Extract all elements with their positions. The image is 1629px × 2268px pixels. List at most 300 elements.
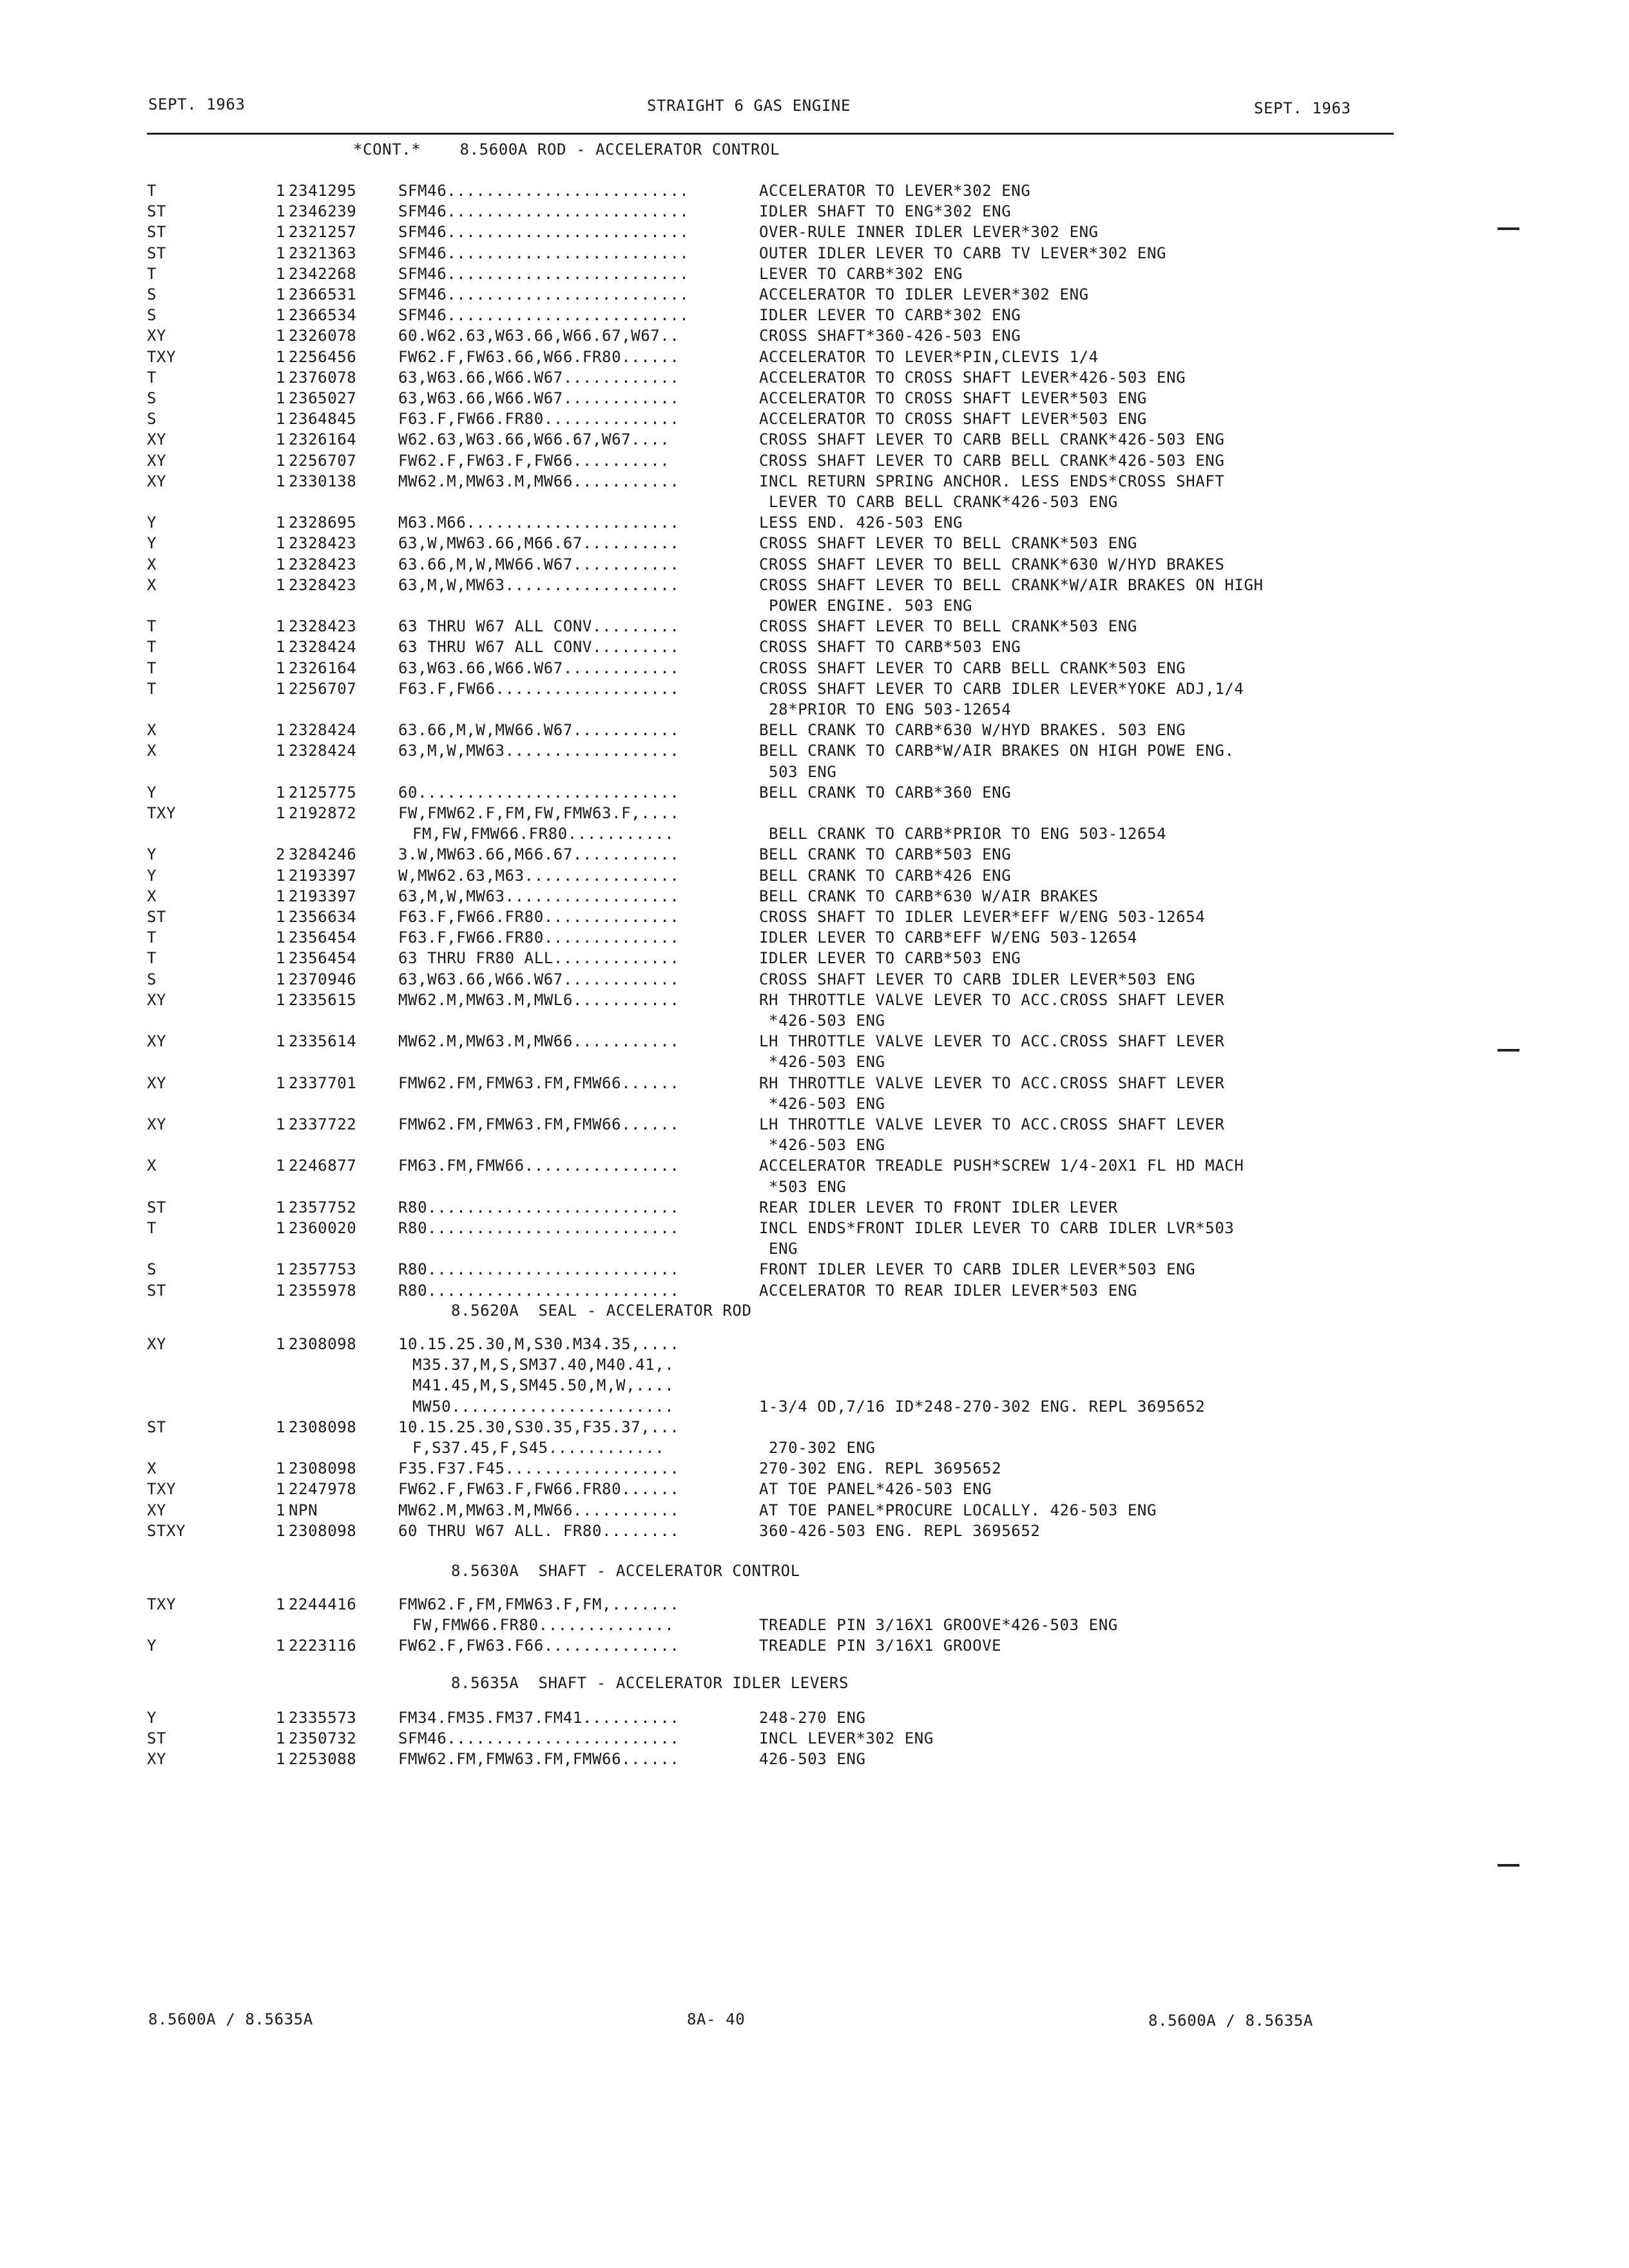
part-number: 2246877 <box>289 1157 357 1175</box>
model-code: T <box>147 928 157 947</box>
model-code: X <box>147 1157 157 1175</box>
part-description: CROSS SHAFT LEVER TO BELL CRANK*503 ENG <box>759 617 1137 635</box>
model-code: Y <box>147 867 157 885</box>
quantity: 1 <box>276 1480 286 1498</box>
model-code: Y <box>147 845 157 863</box>
quantity: 1 <box>276 1595 286 1613</box>
application-models: MW62.M,MW63.M,MW66........... <box>398 1501 680 1519</box>
part-description: AT TOE PANEL*426-503 ENG <box>759 1480 992 1498</box>
part-number: 2360020 <box>289 1219 357 1237</box>
part-number: 2308098 <box>289 1459 357 1477</box>
application-models: SFM46......................... <box>398 182 689 200</box>
application-models: FMW62.F,FM,FMW63.F,FM,....... <box>398 1595 680 1613</box>
application-models: FMW62.FM,FMW63.FM,FMW66...... <box>398 1750 680 1768</box>
application-models: 63,M,W,MW63.................. <box>398 576 680 594</box>
part-number: 2308098 <box>289 1335 357 1353</box>
part-description: 503 ENG <box>759 763 837 781</box>
part-number: 2341295 <box>289 182 357 200</box>
part-number: 2326164 <box>289 659 357 677</box>
quantity: 1 <box>276 721 286 739</box>
quantity: 1 <box>276 1074 286 1092</box>
model-code: ST <box>147 244 167 262</box>
part-description: IDLER LEVER TO CARB*EFF W/ENG 503-12654 <box>759 928 1137 947</box>
part-number: 2328423 <box>289 555 357 573</box>
part-number: 2356454 <box>289 928 357 947</box>
model-code: XY <box>147 327 167 345</box>
part-number: 2335614 <box>289 1032 357 1050</box>
header-rule <box>147 133 1394 135</box>
part-number: 2328424 <box>289 638 357 656</box>
model-code: XY <box>147 1074 167 1092</box>
application-models: 10.15.25.30,M,S30.M34.35,.... <box>398 1335 680 1353</box>
quantity: 1 <box>276 783 286 802</box>
part-description: LH THROTTLE VALVE LEVER TO ACC.CROSS SHAFT LEVER <box>759 1032 1225 1050</box>
model-code: TXY <box>147 1595 177 1613</box>
model-code: XY <box>147 1750 167 1768</box>
part-number: 2346239 <box>289 202 357 220</box>
model-code: X <box>147 555 157 573</box>
part-description: FRONT IDLER LEVER TO CARB IDLER LEVER*503 ENG <box>759 1260 1196 1278</box>
application-models: FM,FW,FMW66.FR80........... <box>412 825 675 843</box>
application-models: 63.66,M,W,MW66.W67........... <box>398 721 680 739</box>
model-code: T <box>147 659 157 677</box>
quantity: 1 <box>276 514 286 532</box>
part-description: RH THROTTLE VALVE LEVER TO ACC.CROSS SHAFT LEVER <box>759 1074 1225 1092</box>
part-number: 2125775 <box>289 783 357 802</box>
part-description: ACCELERATOR TO LEVER*302 ENG <box>759 182 1031 200</box>
model-code: TXY <box>147 804 177 822</box>
part-description: REAR IDLER LEVER TO FRONT IDLER LEVER <box>759 1198 1118 1216</box>
part-number: 2335573 <box>289 1709 357 1727</box>
application-models: FW,FMW62.F,FM,FW,FMW63.F,.... <box>398 804 680 822</box>
quantity: 1 <box>276 1750 286 1768</box>
margin-mark <box>1498 1864 1519 1867</box>
part-description: CROSS SHAFT LEVER TO BELL CRANK*630 W/HYD BRAKES <box>759 555 1225 573</box>
quantity: 1 <box>276 1637 286 1655</box>
application-models: 63,M,W,MW63.................. <box>398 887 680 905</box>
model-code: XY <box>147 1115 167 1133</box>
model-code: XY <box>147 452 167 470</box>
part-number: 2364845 <box>289 410 357 428</box>
part-description: CROSS SHAFT LEVER TO CARB IDLER LEVER*503 ENG <box>759 970 1196 988</box>
quantity: 1 <box>276 534 286 552</box>
quantity: 1 <box>276 285 286 303</box>
part-number: 2350732 <box>289 1729 357 1747</box>
model-code: S <box>147 389 157 407</box>
application-models: FW62.F,FW63.F66.............. <box>398 1637 680 1655</box>
model-code: XY <box>147 472 167 490</box>
part-number: 2357752 <box>289 1198 357 1216</box>
quantity: 1 <box>276 1418 286 1436</box>
part-description: BELL CRANK TO CARB*426 ENG <box>759 867 1012 885</box>
model-code: T <box>147 1219 157 1237</box>
part-number: 2356454 <box>289 949 357 967</box>
application-models: 60.W62.63,W63.66,W66.67,W67.. <box>398 327 680 345</box>
section-heading: 8.5620A SEAL - ACCELERATOR ROD <box>451 1302 752 1320</box>
model-code: Y <box>147 1709 157 1727</box>
part-description: CROSS SHAFT LEVER TO BELL CRANK*503 ENG <box>759 534 1137 552</box>
part-description: OVER-RULE INNER IDLER LEVER*302 ENG <box>759 223 1099 241</box>
application-models: MW62.M,MW63.M,MW66........... <box>398 1032 680 1050</box>
part-description: *503 ENG <box>759 1178 847 1196</box>
model-code: S <box>147 285 157 303</box>
model-code: ST <box>147 1198 167 1216</box>
model-code: T <box>147 949 157 967</box>
part-description: CROSS SHAFT TO CARB*503 ENG <box>759 638 1021 656</box>
application-models: 63,M,W,MW63.................. <box>398 742 680 760</box>
application-models: MW62.M,MW63.M,MW66........... <box>398 472 680 490</box>
part-number: 2256707 <box>289 680 357 698</box>
part-number: 2321257 <box>289 223 357 241</box>
part-number: 3284246 <box>289 845 357 863</box>
part-number: 2342268 <box>289 265 357 283</box>
part-description: BELL CRANK TO CARB*503 ENG <box>759 845 1012 863</box>
quantity: 1 <box>276 638 286 656</box>
part-description: CROSS SHAFT LEVER TO CARB BELL CRANK*426-503 ENG <box>759 430 1225 448</box>
part-description: LEVER TO CARB BELL CRANK*426-503 ENG <box>759 493 1118 511</box>
part-number: 2376078 <box>289 369 357 387</box>
part-description: RH THROTTLE VALVE LEVER TO ACC.CROSS SHAFT LEVER <box>759 991 1225 1009</box>
quantity: 1 <box>276 1219 286 1237</box>
part-number: 2370946 <box>289 970 357 988</box>
part-number: 2223116 <box>289 1637 357 1655</box>
part-description: ACCELERATOR TO CROSS SHAFT LEVER*426-503 ENG <box>759 369 1186 387</box>
model-code: T <box>147 265 157 283</box>
part-description: INCL RETURN SPRING ANCHOR. LESS ENDS*CROSS SHAFT <box>759 472 1225 490</box>
quantity: 1 <box>276 887 286 905</box>
page-number: 8A- 40 <box>687 2010 746 2028</box>
quantity: 1 <box>276 617 286 635</box>
application-models: F63.F,FW66.FR80.............. <box>398 410 680 428</box>
part-description: INCL LEVER*302 ENG <box>759 1729 934 1747</box>
model-code: Y <box>147 514 157 532</box>
part-description: ACCELERATOR TO CROSS SHAFT LEVER*503 ENG <box>759 410 1147 428</box>
quantity: 1 <box>276 1501 286 1519</box>
model-code: T <box>147 680 157 698</box>
model-code: S <box>147 410 157 428</box>
quantity: 1 <box>276 949 286 967</box>
model-code: ST <box>147 1282 167 1300</box>
part-number: 2355978 <box>289 1282 357 1300</box>
quantity: 1 <box>276 1459 286 1477</box>
footer-right: 8.5600A / 8.5635A <box>1148 2012 1313 2030</box>
quantity: 1 <box>276 1115 286 1133</box>
part-description: POWER ENGINE. 503 ENG <box>759 597 973 615</box>
part-description: CROSS SHAFT TO IDLER LEVER*EFF W/ENG 503-12654 <box>759 908 1206 926</box>
quantity: 1 <box>276 1157 286 1175</box>
section-heading: 8.5630A SHAFT - ACCELERATOR CONTROL <box>451 1562 800 1580</box>
application-models: 63.66,M,W,MW66.W67........... <box>398 555 680 573</box>
model-code: ST <box>147 1729 167 1747</box>
part-description: ACCELERATOR TREADLE PUSH*SCREW 1/4-20X1 FL HD MACH <box>759 1157 1244 1175</box>
model-code: XY <box>147 430 167 448</box>
part-description: TREADLE PIN 3/16X1 GROOVE <box>759 1637 1002 1655</box>
application-models: SFM46......................... <box>398 285 689 303</box>
part-description: *426-503 ENG <box>759 1095 885 1113</box>
part-description: BELL CRANK TO CARB*630 W/HYD BRAKES. 503 ENG <box>759 721 1186 739</box>
part-description: 426-503 ENG <box>759 1750 866 1768</box>
part-number: 2326078 <box>289 327 357 345</box>
quantity: 1 <box>276 804 286 822</box>
quantity: 1 <box>276 1522 286 1540</box>
application-models: 60 THRU W67 ALL. FR80........ <box>398 1522 680 1540</box>
quantity: 1 <box>276 1335 286 1353</box>
part-description: BELL CRANK TO CARB*360 ENG <box>759 783 1012 802</box>
application-models: F63.F,FW66.FR80.............. <box>398 908 680 926</box>
quantity: 1 <box>276 202 286 220</box>
model-code: X <box>147 742 157 760</box>
application-models: W62.63,W63.66,W66.67,W67.... <box>398 430 670 448</box>
application-models: F35.F37.F45.................. <box>398 1459 680 1477</box>
model-code: ST <box>147 1418 167 1436</box>
model-code: Y <box>147 1637 157 1655</box>
part-description: LESS END. 426-503 ENG <box>759 514 963 532</box>
model-code: T <box>147 638 157 656</box>
application-models: SFM46......................... <box>398 306 689 324</box>
model-code: S <box>147 970 157 988</box>
part-number: 2357753 <box>289 1260 357 1278</box>
part-description: LH THROTTLE VALVE LEVER TO ACC.CROSS SHAFT LEVER <box>759 1115 1225 1133</box>
part-description: CROSS SHAFT LEVER TO BELL CRANK*W/AIR BRAKES ON HIGH <box>759 576 1264 594</box>
section-heading: 8.5635A SHAFT - ACCELERATOR IDLER LEVERS <box>451 1674 849 1692</box>
part-description: *426-503 ENG <box>759 1012 885 1030</box>
part-description: *426-503 ENG <box>759 1053 885 1071</box>
quantity: 1 <box>276 410 286 428</box>
model-code: ST <box>147 908 167 926</box>
application-models: FW62.F,FW63.F,FW66.FR80...... <box>398 1480 680 1498</box>
application-models: F63.F,FW66.FR80.............. <box>398 928 680 947</box>
part-description: 270-302 ENG. REPL 3695652 <box>759 1459 1002 1477</box>
quantity: 1 <box>276 908 286 926</box>
model-code: TXY <box>147 348 177 366</box>
quantity: 1 <box>276 348 286 366</box>
part-number: 2328695 <box>289 514 357 532</box>
header-date-left: SEPT. 1963 <box>148 95 246 113</box>
model-code: T <box>147 617 157 635</box>
part-number: 2330138 <box>289 472 357 490</box>
part-number: 2366531 <box>289 285 357 303</box>
application-models: 63,W63.66,W66.W67............ <box>398 970 680 988</box>
quantity: 1 <box>276 928 286 947</box>
model-code: T <box>147 369 157 387</box>
margin-mark <box>1498 227 1519 230</box>
part-number: NPN <box>289 1501 318 1519</box>
application-models: FW62.F,FW63.66,W66.FR80...... <box>398 348 680 366</box>
part-description: IDLER LEVER TO CARB*503 ENG <box>759 949 1021 967</box>
model-code: Y <box>147 783 157 802</box>
quantity: 1 <box>276 1729 286 1747</box>
model-code: X <box>147 887 157 905</box>
model-code: XY <box>147 1335 167 1353</box>
quantity: 1 <box>276 430 286 448</box>
model-code: ST <box>147 202 167 220</box>
part-description: IDLER SHAFT TO ENG*302 ENG <box>759 202 1012 220</box>
header-title: STRAIGHT 6 GAS ENGINE <box>647 97 851 115</box>
model-code: XY <box>147 1032 167 1050</box>
quantity: 1 <box>276 742 286 760</box>
part-description: ACCELERATOR TO IDLER LEVER*302 ENG <box>759 285 1089 303</box>
quantity: 1 <box>276 576 286 594</box>
quantity: 1 <box>276 182 286 200</box>
part-number: 2337701 <box>289 1074 357 1092</box>
quantity: 1 <box>276 223 286 241</box>
application-models: 63,W63.66,W66.W67............ <box>398 369 680 387</box>
quantity: 1 <box>276 452 286 470</box>
quantity: 1 <box>276 659 286 677</box>
application-models: M41.45,M,S,SM45.50,M,W,.... <box>412 1376 675 1394</box>
part-number: 2337722 <box>289 1115 357 1133</box>
part-description: ACCELERATOR TO CROSS SHAFT LEVER*503 ENG <box>759 389 1147 407</box>
part-description: TREADLE PIN 3/16X1 GROOVE*426-503 ENG <box>759 1616 1118 1634</box>
part-number: 2253088 <box>289 1750 357 1768</box>
application-models: 10.15.25.30,S30.35,F35.37,... <box>398 1418 680 1436</box>
application-models: SFM46......................... <box>398 244 689 262</box>
part-number: 2321363 <box>289 244 357 262</box>
application-models: FW62.F,FW63.F,FW66.......... <box>398 452 670 470</box>
model-code: STXY <box>147 1522 186 1540</box>
application-models: 60........................... <box>398 783 680 802</box>
model-code: XY <box>147 991 167 1009</box>
application-models: 63 THRU FR80 ALL............. <box>398 949 680 967</box>
application-models: 63,W63.66,W66.W67............ <box>398 659 680 677</box>
model-code: X <box>147 576 157 594</box>
part-number: 2365027 <box>289 389 357 407</box>
part-description: CROSS SHAFT*360-426-503 ENG <box>759 327 1021 345</box>
application-models: MW62.M,MW63.M,MWL6........... <box>398 991 680 1009</box>
application-models: R80.......................... <box>398 1282 680 1300</box>
application-models: 63 THRU W67 ALL CONV......... <box>398 617 680 635</box>
part-description: ACCELERATOR TO REAR IDLER LEVER*503 ENG <box>759 1282 1137 1300</box>
quantity: 2 <box>276 845 286 863</box>
quantity: 1 <box>276 1282 286 1300</box>
part-description: BELL CRANK TO CARB*630 W/AIR BRAKES <box>759 887 1099 905</box>
part-number: 2328423 <box>289 576 357 594</box>
application-models: R80.......................... <box>398 1260 680 1278</box>
application-models: F63.F,FW66................... <box>398 680 680 698</box>
part-number: 2193397 <box>289 867 357 885</box>
part-number: 2326164 <box>289 430 357 448</box>
quantity: 1 <box>276 555 286 573</box>
part-number: 2328424 <box>289 742 357 760</box>
part-description: OUTER IDLER LEVER TO CARB TV LEVER*302 ENG <box>759 244 1167 262</box>
part-description: LEVER TO CARB*302 ENG <box>759 265 963 283</box>
application-models: SFM46......................... <box>398 202 689 220</box>
part-description: CROSS SHAFT LEVER TO CARB BELL CRANK*426-503 ENG <box>759 452 1225 470</box>
quantity: 1 <box>276 1260 286 1278</box>
application-models: SFM46......................... <box>398 223 689 241</box>
application-models: FW,FMW66.FR80.............. <box>412 1616 675 1634</box>
part-description: 28*PRIOR TO ENG 503-12654 <box>759 700 1012 718</box>
quantity: 1 <box>276 991 286 1009</box>
part-description: 248-270 ENG <box>759 1709 866 1727</box>
model-code: TXY <box>147 1480 177 1498</box>
application-models: SFM46........................ <box>398 1729 680 1747</box>
quantity: 1 <box>276 867 286 885</box>
quantity: 1 <box>276 1032 286 1050</box>
application-models: MW50....................... <box>412 1398 675 1416</box>
quantity: 1 <box>276 244 286 262</box>
part-number: 2308098 <box>289 1522 357 1540</box>
header-date-right: SEPT. 1963 <box>1254 99 1351 117</box>
model-code: XY <box>147 1501 167 1519</box>
part-number: 2335615 <box>289 991 357 1009</box>
footer-left: 8.5600A / 8.5635A <box>148 2010 313 2028</box>
part-number: 2192872 <box>289 804 357 822</box>
application-models: R80.......................... <box>398 1219 680 1237</box>
part-number: 2366534 <box>289 306 357 324</box>
part-description: AT TOE PANEL*PROCURE LOCALLY. 426-503 ENG <box>759 1501 1157 1519</box>
part-number: 2256707 <box>289 452 357 470</box>
quantity: 1 <box>276 680 286 698</box>
application-models: M63.M66...................... <box>398 514 680 532</box>
part-number: 2256456 <box>289 348 357 366</box>
model-code: T <box>147 182 157 200</box>
part-description: ACCELERATOR TO LEVER*PIN,CLEVIS 1/4 <box>759 348 1099 366</box>
application-models: R80.......................... <box>398 1198 680 1216</box>
part-description: 360-426-503 ENG. REPL 3695652 <box>759 1522 1041 1540</box>
section-heading: *CONT.* 8.5600A ROD - ACCELERATOR CONTROL <box>353 140 780 159</box>
part-description: *426-503 ENG <box>759 1136 885 1154</box>
model-code: Y <box>147 534 157 552</box>
part-description: BELL CRANK TO CARB*PRIOR TO ENG 503-12654 <box>759 825 1167 843</box>
application-models: FMW62.FM,FMW63.FM,FMW66...... <box>398 1074 680 1092</box>
model-code: X <box>147 721 157 739</box>
application-models: 63,W63.66,W66.W67............ <box>398 389 680 407</box>
part-description: CROSS SHAFT LEVER TO CARB BELL CRANK*503 ENG <box>759 659 1186 677</box>
part-number: 2244416 <box>289 1595 357 1613</box>
application-models: 63,W,MW63.66,M66.67.......... <box>398 534 680 552</box>
quantity: 1 <box>276 327 286 345</box>
part-number: 2328423 <box>289 617 357 635</box>
application-models: W,MW62.63,M63................ <box>398 867 680 885</box>
part-description: 1-3/4 OD,7/16 ID*248-270-302 ENG. REPL 3695652 <box>759 1398 1206 1416</box>
quantity: 1 <box>276 369 286 387</box>
application-models: 63 THRU W67 ALL CONV......... <box>398 638 680 656</box>
part-description: INCL ENDS*FRONT IDLER LEVER TO CARB IDLER LVR*503 <box>759 1219 1235 1237</box>
part-description: CROSS SHAFT LEVER TO CARB IDLER LEVER*YOKE ADJ,1/4 <box>759 680 1244 698</box>
model-code: ST <box>147 223 167 241</box>
application-models: SFM46......................... <box>398 265 689 283</box>
part-number: 2308098 <box>289 1418 357 1436</box>
application-models: FM34.FM35.FM37.FM41.......... <box>398 1709 680 1727</box>
quantity: 1 <box>276 265 286 283</box>
quantity: 1 <box>276 389 286 407</box>
application-models: FMW62.FM,FMW63.FM,FMW66...... <box>398 1115 680 1133</box>
part-description: BELL CRANK TO CARB*W/AIR BRAKES ON HIGH POWE ENG. <box>759 742 1235 760</box>
part-number: 2328423 <box>289 534 357 552</box>
part-description: IDLER LEVER TO CARB*302 ENG <box>759 306 1021 324</box>
quantity: 1 <box>276 1709 286 1727</box>
quantity: 1 <box>276 1198 286 1216</box>
part-number: 2247978 <box>289 1480 357 1498</box>
margin-mark <box>1498 1049 1519 1052</box>
model-code: S <box>147 306 157 324</box>
quantity: 1 <box>276 472 286 490</box>
application-models: 3.W,MW63.66,M66.67........... <box>398 845 680 863</box>
application-models: F,S37.45,F,S45............ <box>412 1439 665 1457</box>
part-description: ENG <box>759 1240 798 1258</box>
application-models: FM63.FM,FMW66................ <box>398 1157 680 1175</box>
quantity: 1 <box>276 306 286 324</box>
part-number: 2356634 <box>289 908 357 926</box>
part-number: 2328424 <box>289 721 357 739</box>
application-models: M35.37,M,S,SM37.40,M40.41,. <box>412 1356 675 1374</box>
model-code: S <box>147 1260 157 1278</box>
model-code: X <box>147 1459 157 1477</box>
part-number: 2193397 <box>289 887 357 905</box>
quantity: 1 <box>276 970 286 988</box>
part-description: 270-302 ENG <box>759 1439 876 1457</box>
